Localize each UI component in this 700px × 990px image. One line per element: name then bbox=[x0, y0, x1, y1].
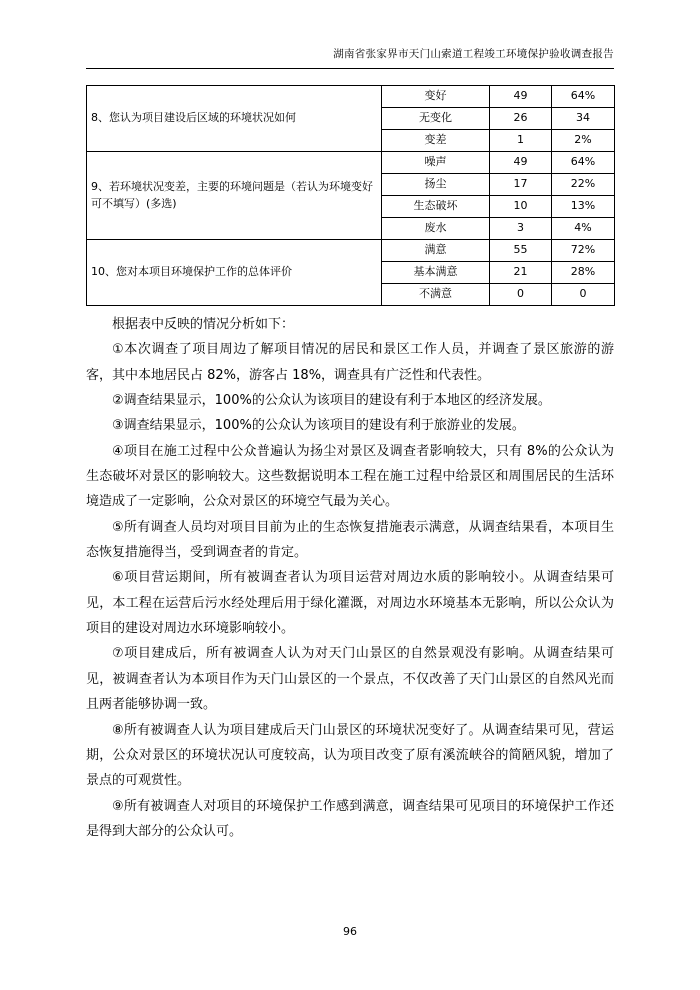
option-label: 变差 bbox=[382, 130, 490, 152]
option-label: 基本满意 bbox=[382, 262, 490, 284]
option-count: 3 bbox=[490, 218, 552, 240]
page-header: 湖南省张家界市天门山索道工程竣工环境保护验收调查报告 bbox=[333, 48, 614, 60]
question-cell: 8、您认为项目建设后区域的环境状况如何 bbox=[87, 86, 382, 152]
analysis-text-block bbox=[86, 312, 614, 844]
header-divider bbox=[86, 68, 614, 69]
question-cell: 10、您对本项目环境保护工作的总体评价 bbox=[87, 240, 382, 306]
option-percent: 22% bbox=[552, 174, 615, 196]
page-number: 96 bbox=[343, 925, 357, 938]
option-count: 49 bbox=[490, 86, 552, 108]
analysis-paragraph-1: ①本次调查了项目周边了解项目情况的居民和景区工作人员，并调查了景区旅游的游客，其中本地居民占 82%，游客占 18%，调查具有广泛性和代表性。 bbox=[86, 342, 614, 383]
option-label: 废水 bbox=[382, 218, 490, 240]
intro-paragraph: 根据表中反映的情况分析如下： bbox=[112, 317, 295, 332]
analysis-paragraph-6: ⑥项目营运期间，所有被调查者认为项目运营对周边水质的影响较小。从调查结果可见，本工程在运营后污水经处理后用于绿化灌溉，对周边水环境基本无影响，所以公众认为项目的建设对周边水环境影响较小。 bbox=[86, 570, 614, 637]
analysis-paragraph-3: ③调查结果显示，100%的公众认为该项目的建设有利于旅游业的发展。 bbox=[112, 418, 525, 434]
analysis-paragraph-4: ④项目在施工过程中公众普遍认为扬尘对景区及调查者影响较大，只有 8%的公众认为生态破坏对景区的影响较大。这些数据说明本工程在施工过程中给景区和周围居民的生活环境造成了一定影响，公众对景区的环境空气最为关心。 bbox=[86, 443, 614, 510]
analysis-paragraph-8: ⑧所有被调查人认为项目建成后天门山景区的环境状况变好了。从调查结果可见，营运期，公众对景区的环境状况认可度较高，认为项目改变了原有溪流峡谷的简陋风貌，增加了景点的可观赏性。 bbox=[86, 722, 614, 789]
option-label: 噪声 bbox=[382, 152, 490, 174]
option-percent: 64% bbox=[552, 86, 615, 108]
option-count: 17 bbox=[490, 174, 552, 196]
option-label: 无变化 bbox=[382, 108, 490, 130]
option-count: 21 bbox=[490, 262, 552, 284]
option-count: 10 bbox=[490, 196, 552, 218]
option-count: 0 bbox=[490, 284, 552, 306]
table-row bbox=[87, 86, 615, 108]
analysis-paragraph-2: ②调查结果显示，100%的公众认为该项目的建设有利于本地区的经济发展。 bbox=[112, 393, 551, 409]
option-count: 1 bbox=[490, 130, 552, 152]
option-percent: 34 bbox=[552, 108, 615, 130]
option-label: 不满意 bbox=[382, 284, 490, 306]
option-label: 扬尘 bbox=[382, 174, 490, 196]
table-row bbox=[87, 240, 615, 262]
analysis-paragraph-7: ⑦项目建成后，所有被调查人认为对天门山景区的自然景观没有影响。从调查结果可见，被调查者认为本项目作为天门山景区的一个景点，不仅改善了天门山景区的自然风光而且两者能够协调一致。 bbox=[86, 646, 614, 713]
option-percent: 4% bbox=[552, 218, 615, 240]
option-percent: 2% bbox=[552, 130, 615, 152]
table-row bbox=[87, 152, 615, 174]
analysis-paragraph-5: ⑤所有调查人员均对项目目前为止的生态恢复措施表示满意，从调查结果看，本项目生态恢复措施得当，受到调查者的肯定。 bbox=[86, 519, 614, 561]
option-percent: 64% bbox=[552, 152, 615, 174]
question-cell: 9、若环境状况变差，主要的环境问题是（若认为环境变好可不填写）(多选) bbox=[87, 152, 382, 240]
survey-results-table bbox=[86, 85, 615, 306]
option-count: 55 bbox=[490, 240, 552, 262]
option-count: 26 bbox=[490, 108, 552, 130]
option-count: 49 bbox=[490, 152, 552, 174]
analysis-paragraph-9: ⑨所有被调查人对项目的环境保护工作感到满意，调查结果可见项目的环境保护工作还是得到大部分的公众认可。 bbox=[86, 798, 614, 839]
option-percent: 28% bbox=[552, 262, 615, 284]
option-label: 生态破坏 bbox=[382, 196, 490, 218]
option-percent: 13% bbox=[552, 196, 615, 218]
survey-table-container bbox=[86, 85, 614, 306]
option-label: 满意 bbox=[382, 240, 490, 262]
option-percent: 72% bbox=[552, 240, 615, 262]
option-label: 变好 bbox=[382, 86, 490, 108]
option-percent: 0 bbox=[552, 284, 615, 306]
